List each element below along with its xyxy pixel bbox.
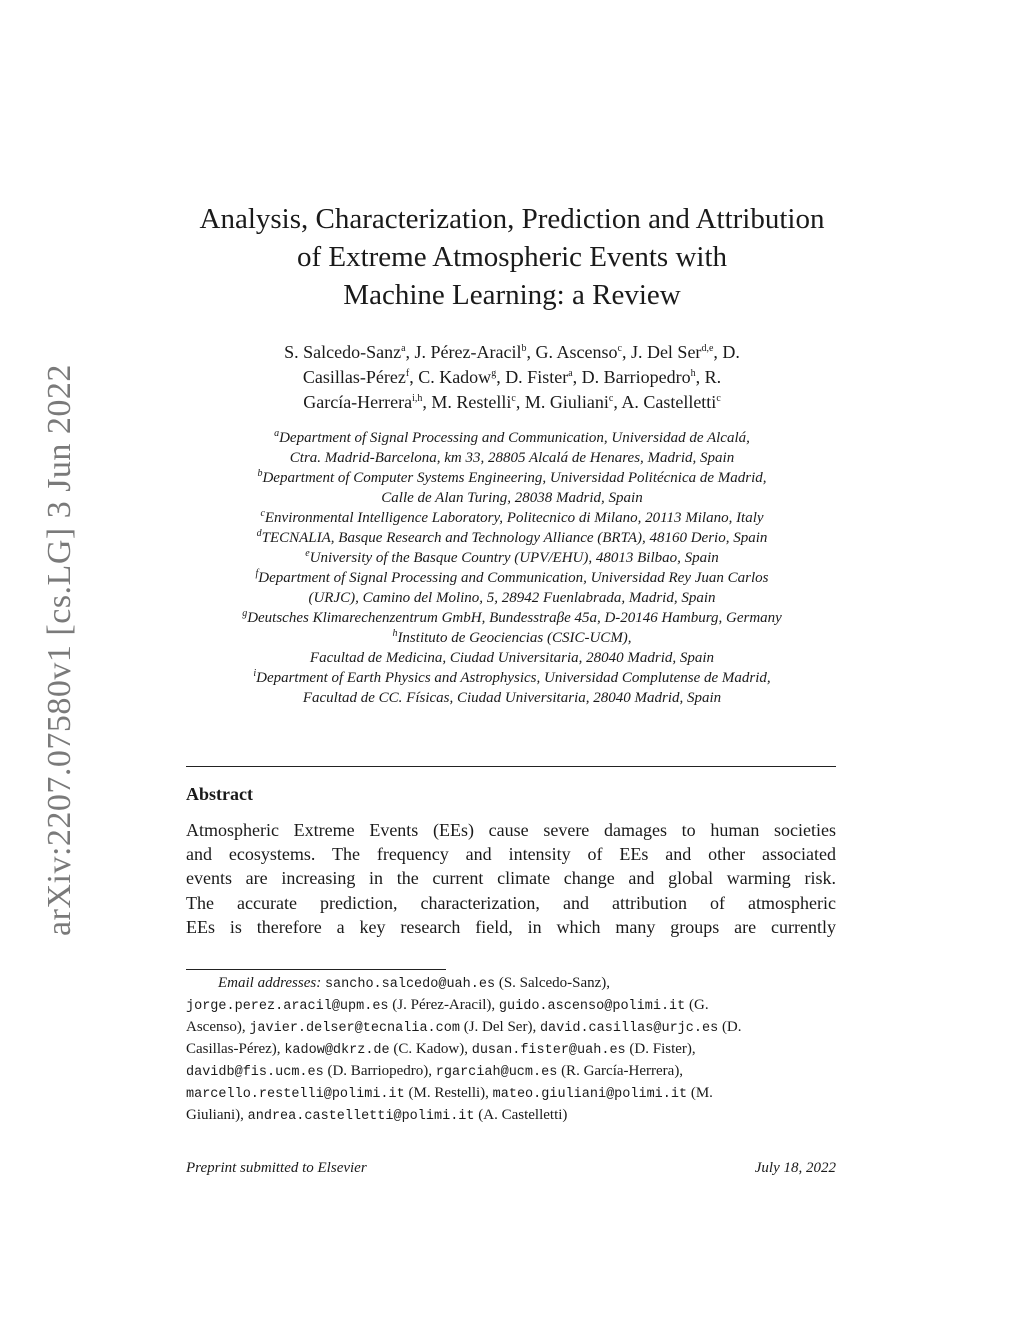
affiliation-list <box>150 428 874 708</box>
footnote-text: Giuliani), <box>186 1107 248 1123</box>
title-line: of Extreme Atmospheric Events with <box>296 241 728 273</box>
footnote-line <box>186 973 836 995</box>
footnote-line <box>186 1017 836 1039</box>
author-list <box>190 340 834 415</box>
footnote-text: (J. Del Ser), <box>459 1019 540 1035</box>
author-line: Casillas-Pérez$^f$, C. Kadow$^g$, D. Fister$^a$, D. Barriopedro$^h$, R. <box>302 367 722 387</box>
affiliation-marker: d <box>256 528 262 539</box>
affiliation-line <box>150 568 874 588</box>
title-line: Analysis, Characterization, Prediction and Attribution <box>199 203 825 235</box>
affiliation-text: Department of Signal Processing and Communication, Universidad de Alcalá, <box>279 430 750 446</box>
affiliation-line <box>150 608 874 628</box>
author-affiliation-marker: c <box>617 343 622 354</box>
author-name: M. Giuliani <box>524 392 609 412</box>
author-affiliation-marker: c <box>716 393 721 404</box>
affiliation-text: Ctra. Madrid-Barcelona, km 33, 28805 Alcalá de Henares, Madrid, Spain <box>289 450 735 466</box>
author-line: García-Herrera$^{i,h}$, M. Restelli$^c$, M. Giuliani$^c$, A. Castelletti$^c$ <box>303 392 721 412</box>
abstract-line: Atmospheric Extreme Events (EEs) cause severe damages to human societies <box>186 820 836 840</box>
affiliation-text: Deutsches Klimarechenzentrum GmbH, Bundesstraβe 45a, D-20146 Hamburg, Germany <box>247 610 782 626</box>
footnote-line <box>186 1039 836 1061</box>
footnote-text: (D. Barriopedro), <box>323 1063 436 1079</box>
footnote-text: (M. <box>687 1085 713 1101</box>
author-name: G. Ascenso <box>535 342 618 362</box>
footnote-text: (S. Salcedo-Sanz), <box>495 975 611 991</box>
paper-title <box>150 200 874 314</box>
email-address[interactable]: dusan.fister@uah.es <box>471 1043 626 1058</box>
author-name: J. Pérez-Aracil <box>414 342 522 362</box>
abstract-line: and ecosystems. The frequency and intensity of EEs and other associated <box>186 844 836 865</box>
email-address[interactable]: javier.delser@tecnalia.com <box>249 1021 460 1036</box>
arxiv-identifier-stamp: arXiv:2207.07580v1 [cs.LG] 3 Jun 2022 <box>41 364 78 936</box>
email-footnote <box>186 973 836 1127</box>
author-name: M. Restelli <box>431 392 512 412</box>
affiliation-line <box>150 428 874 448</box>
affiliation-marker: a <box>274 428 280 439</box>
author-name: A. Castelletti <box>621 392 717 412</box>
affiliation-line <box>150 688 874 708</box>
email-address[interactable]: rgarciah@ucm.es <box>435 1065 558 1080</box>
author-name: García-Herrera <box>303 392 413 412</box>
author-name: D. Fister <box>505 367 569 387</box>
affiliation-marker: i <box>253 668 257 679</box>
author-affiliation-marker: g <box>491 368 497 379</box>
author-affiliation-marker: d,e <box>701 343 714 354</box>
affiliation-text: Facultad de CC. Físicas, Ciudad Universitaria, 28040 Madrid, Spain <box>302 690 722 706</box>
footnote-text: (D. Fister), <box>625 1041 696 1057</box>
email-address[interactable]: kadow@dkrz.de <box>284 1043 390 1058</box>
affiliation-marker: b <box>257 468 263 479</box>
email-address[interactable]: jorge.perez.aracil@upm.es <box>186 999 389 1014</box>
author-name: D. Barriopedro <box>581 367 691 387</box>
affiliation-marker: h <box>392 628 398 639</box>
footnote-text: (D. <box>718 1019 742 1035</box>
footnote-text: (R. García-Herrera), <box>557 1063 684 1079</box>
affiliation-line <box>150 508 874 528</box>
email-address[interactable]: david.casillas@urjc.es <box>539 1021 719 1036</box>
affiliation-text: Environmental Intelligence Laboratory, Politecnico di Milano, 20113 Milano, Italy <box>264 510 764 526</box>
affiliation-text: Department of Signal Processing and Communication, Universidad Rey Juan Carlos <box>258 570 769 586</box>
author-name: S. Salcedo-Sanz <box>284 342 402 362</box>
footer-date: July 18, 2022 <box>754 1160 836 1176</box>
abstract-line: EEs is therefore a key research field, in which many groups are currently <box>186 916 836 937</box>
affiliation-line <box>150 588 874 608</box>
abstract-body <box>186 818 836 939</box>
author-name: J. Del Ser <box>630 342 702 362</box>
affiliation-line <box>150 468 874 488</box>
affiliation-text: Department of Earth Physics and Astrophysics, Universidad Complutense de Madrid, <box>256 670 771 686</box>
footnote-line <box>186 995 836 1017</box>
author-affiliation-marker: a <box>401 343 406 354</box>
footnote-text: (J. Pérez-Aracil), <box>388 997 499 1013</box>
author-affiliation-marker: a <box>568 368 573 379</box>
author-line: S. Salcedo-Sanz$^a$, J. Pérez-Aracil$^b$, G. Ascenso$^c$, J. Del Ser$^{d,e}$, D. <box>284 342 740 362</box>
author-affiliation-marker: f <box>405 368 410 379</box>
footnote-text: (M. Restelli), <box>404 1085 493 1101</box>
author-name: C. Kadow <box>418 367 492 387</box>
footnote-text: (A. Castelletti) <box>474 1107 568 1123</box>
affiliation-line <box>150 628 874 648</box>
abstract-top-rule <box>186 766 836 767</box>
email-address[interactable]: sancho.salcedo@uah.es <box>324 977 496 992</box>
affiliation-marker: c <box>260 508 265 519</box>
affiliation-text: Calle de Alan Turing, 28038 Madrid, Spain <box>381 490 643 506</box>
abstract-line: events are increasing in the current climate change and global warming risk. <box>186 868 836 889</box>
footnote-text: (C. Kadow), <box>389 1041 472 1057</box>
footnote-line <box>186 1105 836 1127</box>
affiliation-line <box>150 668 874 688</box>
author-affiliation-marker: c <box>608 393 614 404</box>
email-address[interactable]: andrea.castelletti@polimi.it <box>247 1109 475 1124</box>
footnote-text: Casillas-Pérez), <box>186 1041 285 1057</box>
author-affiliation-marker: c <box>511 393 516 404</box>
affiliation-line <box>150 448 874 468</box>
email-address[interactable]: mateo.giuliani@polimi.it <box>492 1087 688 1102</box>
email-address[interactable]: marcello.restelli@polimi.it <box>186 1087 405 1102</box>
affiliation-text: Instituto de Geociencias (CSIC-UCM), <box>397 630 632 646</box>
affiliation-line <box>150 648 874 668</box>
abstract-line: The accurate prediction, characterization, and attribution of atmospheric <box>186 892 836 913</box>
footnote-line <box>186 1083 836 1105</box>
abstract-heading: Abstract <box>186 784 253 804</box>
affiliation-text: Department of Computer Systems Engineering, Universidad Politécnica de Madrid, <box>262 470 767 486</box>
affiliation-marker: f <box>255 568 259 579</box>
footnote-text: Ascenso), <box>186 1019 250 1035</box>
affiliation-marker: g <box>242 608 248 619</box>
author-affiliation-marker: b <box>521 343 527 354</box>
email-address[interactable]: guido.ascenso@polimi.it <box>498 999 686 1014</box>
email-label: Email addresses: <box>218 975 325 991</box>
preprint-notice: Preprint submitted to Elsevier <box>186 1160 367 1176</box>
affiliation-line <box>150 528 874 548</box>
affiliation-text: (URJC), Camino del Molino, 5, 28942 Fuenlabrada, Madrid, Spain <box>308 590 716 606</box>
affiliation-marker: e <box>305 548 310 559</box>
affiliation-text: University of the Basque Country (UPV/EHU), 48013 Bilbao, Spain <box>309 550 719 566</box>
title-line: Machine Learning: a Review <box>343 279 681 311</box>
author-affiliation-marker: i,h <box>412 393 423 404</box>
author-affiliation-marker: h <box>690 368 696 379</box>
affiliation-line <box>150 548 874 568</box>
affiliation-text: Facultad de Medicina, Ciudad Universitaria, 28040 Madrid, Spain <box>309 650 715 666</box>
affiliation-line <box>150 488 874 508</box>
email-address[interactable]: davidb@fis.ucm.es <box>186 1065 324 1080</box>
footnote-text: (G. <box>685 997 709 1013</box>
affiliation-text: TECNALIA, Basque Research and Technology Alliance (BRTA), 48160 Derio, Spain <box>261 530 768 546</box>
footnote-line <box>186 1061 836 1083</box>
footnote-rule <box>186 969 446 970</box>
author-name: Casillas-Pérez <box>302 367 406 387</box>
